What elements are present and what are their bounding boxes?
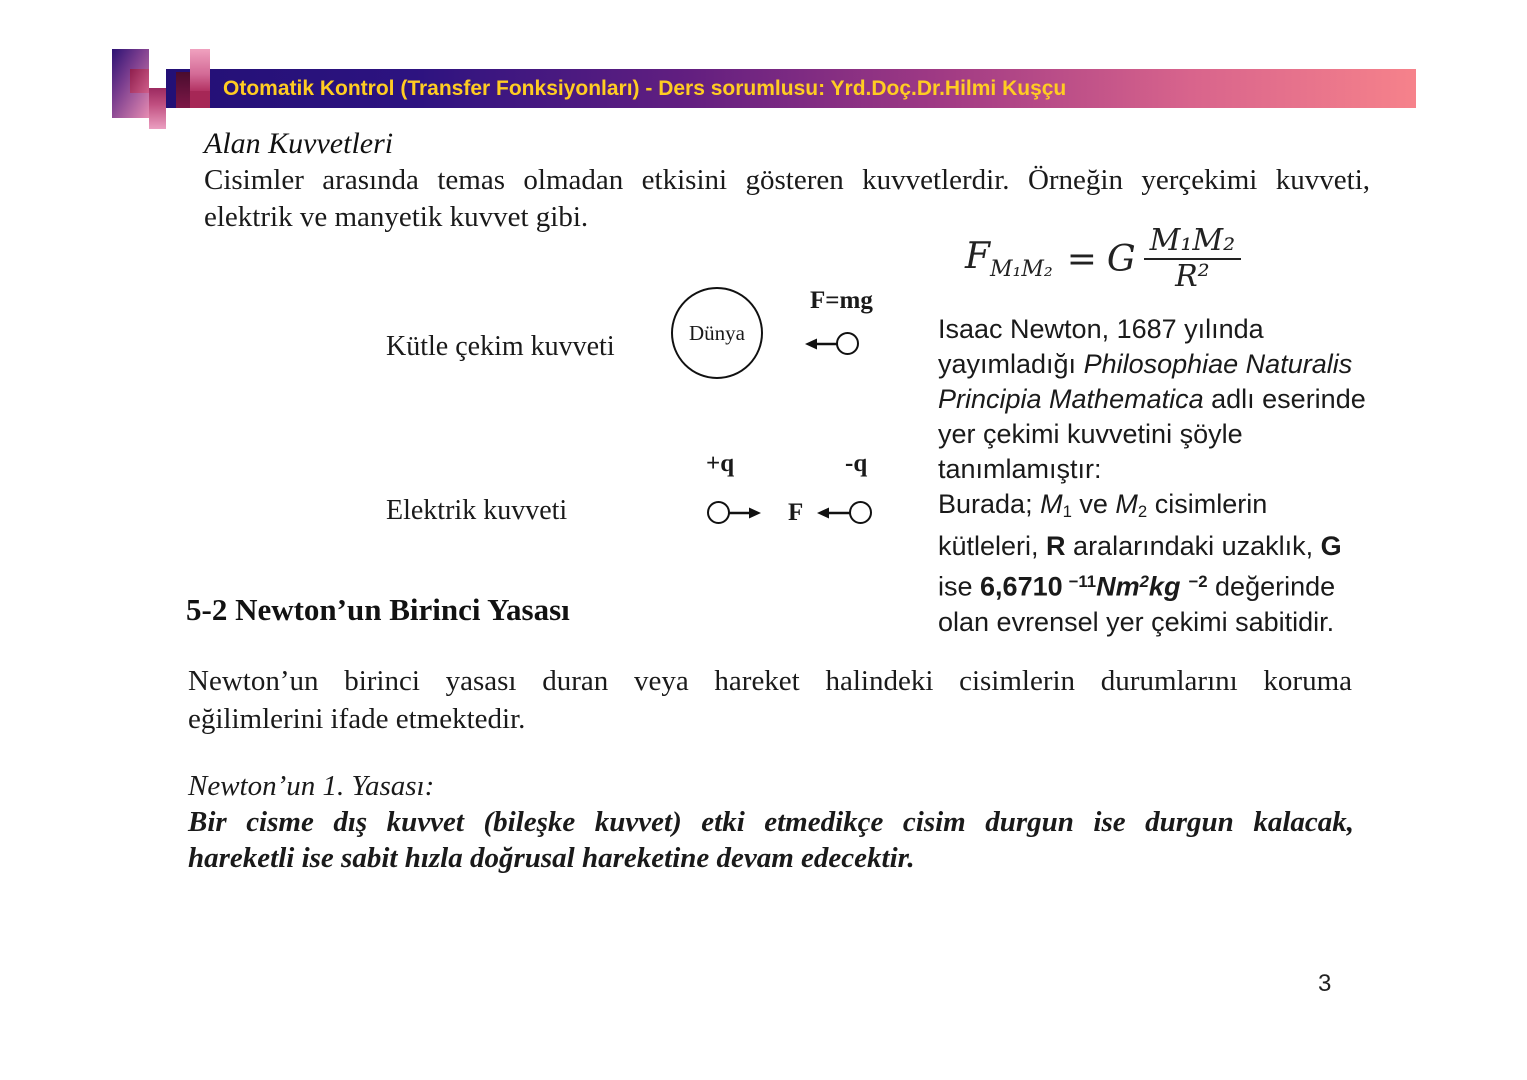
gravity-formula [965,224,1241,294]
paragraph-line: elektrik ve manyetik kuvvet gibi. [204,201,589,233]
first-law-summary-paragraph [188,662,1352,738]
deco-rectangle-5 [190,49,210,91]
section-5-2-heading: 5-2 Newton’un Birinci Yasası [186,592,570,627]
paragraph-line: hareketli ise sabit hızla doğrusal hareketine devam edecektir. [188,842,915,874]
formula-fraction [1144,224,1242,294]
title-bar [166,69,1416,108]
paragraph-line: Cisimler arasında temas olmadan etkisini gösteren kuvvetlerdir. Örneğin yerçekimi kuvveti, [204,164,1370,196]
plus-charge-circle [707,501,730,524]
first-law-statement [188,804,1354,876]
page-number: 3 [1318,970,1332,997]
newton-text: aralarındaki uzaklık, [1065,531,1321,562]
earth-circle [671,287,763,379]
newton-text: cisimlerin [1147,489,1268,519]
unit-text: Nm [1096,571,1140,602]
gravity-force-label: Kütle çekim kuvveti [386,331,615,362]
unit-exponent: −2 [1188,572,1208,592]
newton-text: tanımlamıştır: [938,454,1102,484]
paragraph-line: Bir cisme dış kuvvet (bileşke kuvvet) etki etmedikçe cisim durgun ise durgun kalacak, [188,806,1354,838]
newton-text: adlı eserinde [1203,384,1366,414]
distance-symbol: R [1046,531,1066,562]
mass-subscript: 2 [1137,502,1148,522]
mass-symbol: M [1115,489,1138,519]
minus-charge-circle [849,501,872,524]
constant-value: 6,6710 [980,571,1063,602]
left-arrow-icon [804,336,840,352]
newton-text: kütleleri, [938,531,1047,562]
formula-numerator: M₁M₂ [1149,223,1236,258]
paragraph-line: eğilimlerini ifade etmektedir. [188,703,526,735]
unit-exponent: 2 [1139,572,1149,592]
formula-coefficient: G [1106,238,1136,280]
constant-exponent: −11 [1068,572,1097,592]
newton-text: olan evrensel yer çekimi sabitidir. [938,606,1335,637]
formula-lhs: $F_{M_1M_2}$ [965,235,1053,283]
electric-f-label: F [788,499,804,526]
left-arrow-icon [816,505,850,521]
earth-label: Dünya [689,320,745,345]
constant-symbol: G [1320,531,1342,562]
deco-rectangle-4 [176,72,190,108]
first-law-heading: Newton’un 1. Yasası: [188,770,435,802]
mass-subscript: 1 [1062,502,1072,522]
newton-description [938,312,1424,640]
slide-header-title: Otomatik Kontrol (Transfer Fonksiyonları) - Ders sorumlusu: Yrd.Doç.Dr.Hilmi Kuşçu [223,77,1067,100]
deco-rectangle-6 [190,91,210,108]
plus-charge-label: +q [706,450,735,477]
unit-text: kg [1148,571,1181,602]
newton-text: ise [938,571,981,602]
deco-rectangle-2 [130,69,149,93]
f-equals-mg-label: F=mg [810,287,873,314]
mass-symbol: M [1040,489,1063,519]
electric-force-label: Elektrik kuvveti [386,495,568,526]
newton-text: yayımladığı [938,349,1084,379]
book-title: Philosophiae Naturalis [1083,349,1353,379]
newton-text: Isaac Newton, 1687 yılında [938,314,1264,344]
paragraph-line: Newton’un birinci yasası duran veya hareket halindeki cisimlerin durumlarını koruma [188,665,1352,697]
formula-denominator: R² [1144,258,1242,294]
newton-text: değerinde [1207,571,1336,602]
mass-circle [836,332,859,355]
formula-equals: = [1066,238,1097,280]
newton-text: ve [1071,489,1116,519]
deco-rectangle-3 [149,88,166,129]
book-title: Principia Mathematica [938,384,1204,414]
right-arrow-icon [728,505,762,521]
minus-charge-label: -q [845,450,868,477]
newton-text: Burada; [938,489,1041,519]
alan-kuvvetleri-heading: Alan Kuvvetleri [204,127,394,160]
newton-text: yer çekimi kuvvetini şöyle [938,419,1243,449]
